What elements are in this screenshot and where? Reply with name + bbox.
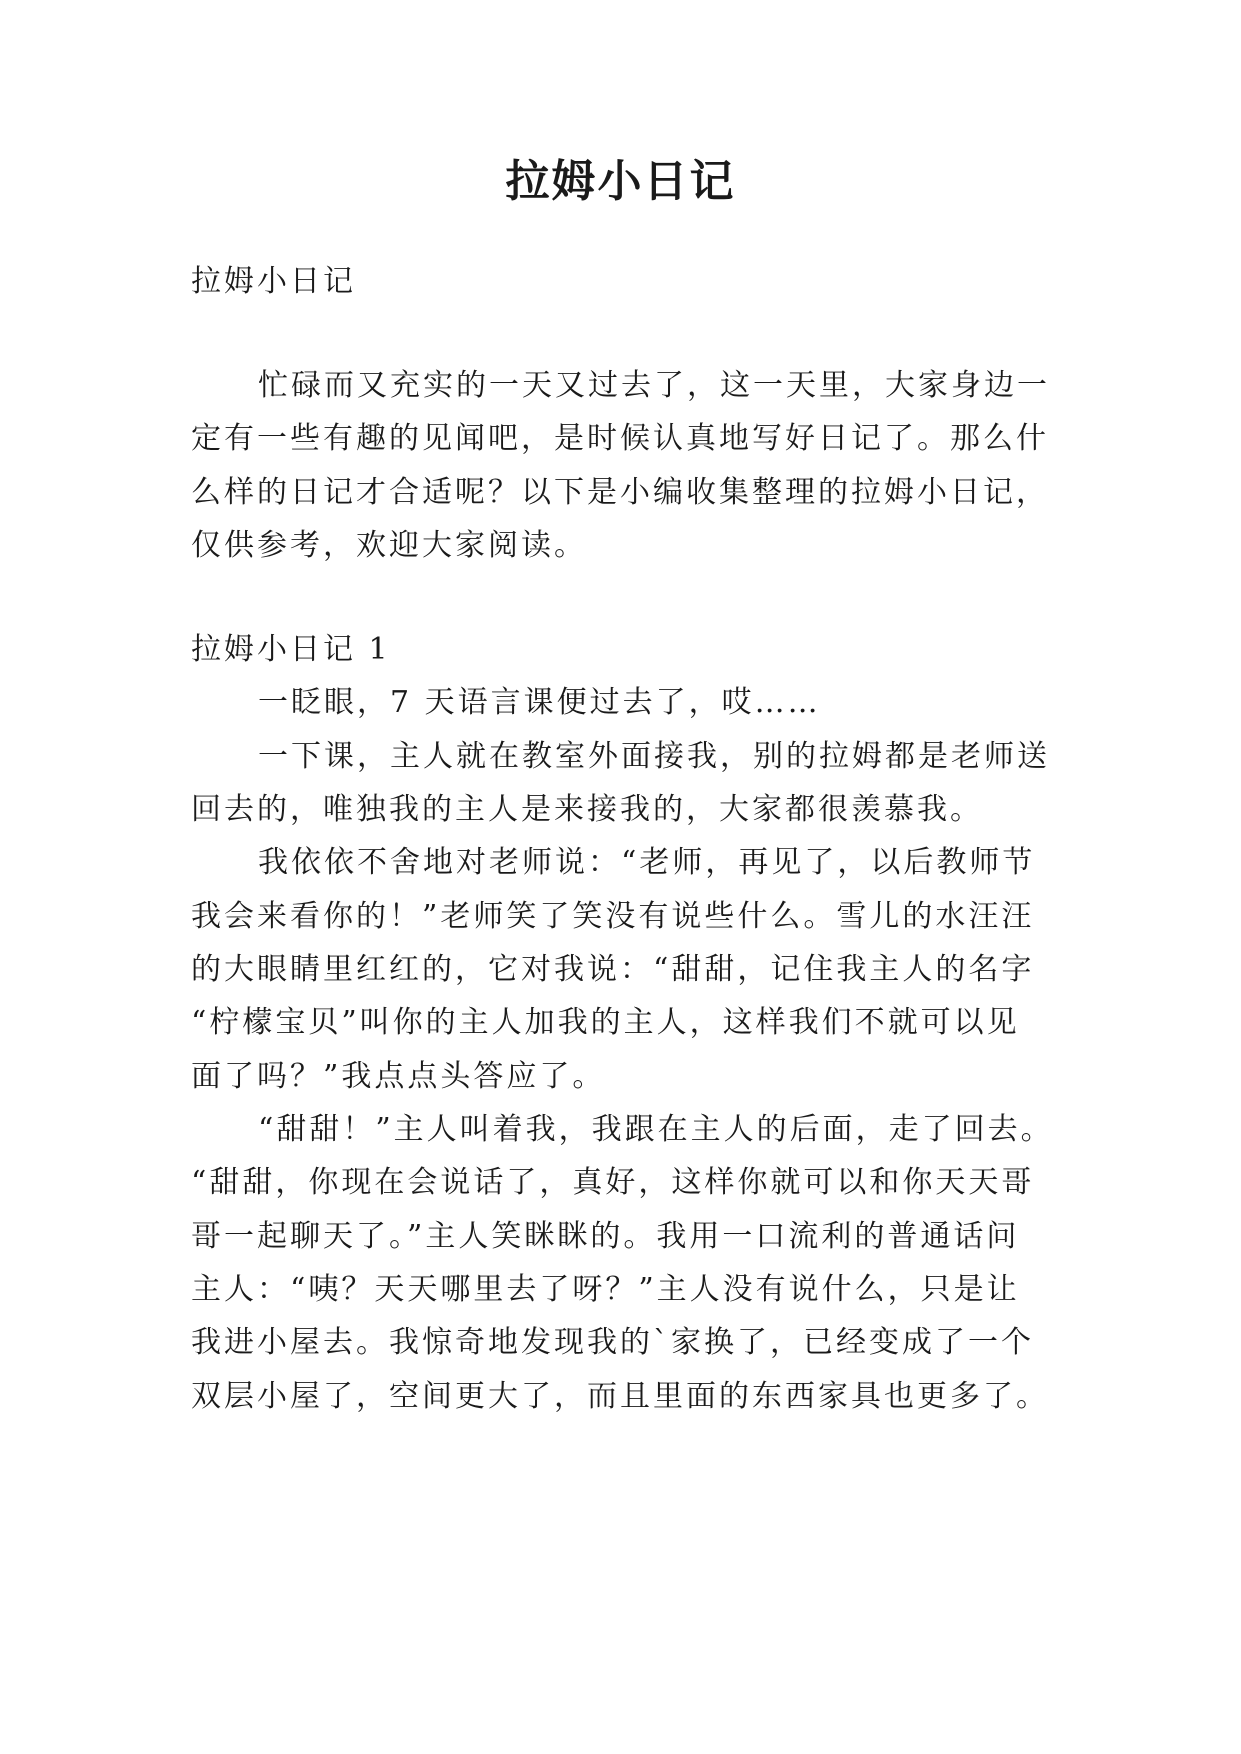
document-title: 拉姆小日记 [505,156,736,207]
body-line: 一下课，主人就在教室外面接我，别的拉姆都是老师送 [258,739,1050,774]
intro-line: 么样的日记才合适呢？以下是小编收集整理的拉姆小日记， [191,475,1049,510]
section-heading: 拉姆小日记 1 [191,632,391,667]
body-line: 回去的，唯独我的主人是来接我的，大家都很羡慕我。 [191,792,983,827]
body-line: 我会来看你的！”老师笑了笑没有说些什么。雪儿的水汪汪 [191,899,1035,934]
body-line: 哥一起聊天了。”主人笑眯眯的。我用一口流利的普通话问 [191,1219,1020,1254]
intro-line: 仅供参考，欢迎大家阅读。 [191,528,587,563]
body-line: 我依依不舍地对老师说：“老师，再见了，以后教师节 [258,845,1036,880]
document-subtitle: 拉姆小日记 [191,264,356,299]
body-line: 我进小屋去。我惊奇地发现我的`家换了，已经变成了一个 [191,1325,1034,1360]
body-line: 双层小屋了，空间更大了，而且里面的东西家具也更多了。 [191,1379,1049,1414]
intro-line: 定有一些有趣的见闻吧，是时候认真地写好日记了。那么什 [191,421,1049,456]
intro-line: 忙碌而又充实的一天又过去了，这一天里，大家身边一 [258,368,1050,403]
body-line: “柠檬宝贝”叫你的主人加我的主人，这样我们不就可以见 [191,1005,1020,1040]
body-line: 面了吗？”我点点头答应了。 [191,1059,606,1094]
body-line: “甜甜！”主人叫着我，我跟在主人的后面，走了回去。 [258,1112,1054,1147]
body-line: 一眨眼，7 天语言课便过去了，哎…… [258,685,821,720]
body-line: “甜甜，你现在会说话了，真好，这样你就可以和你天天哥 [191,1165,1035,1200]
body-line: 主人：“咦？天天哪里去了呀？”主人没有说什么，只是让 [191,1272,1020,1307]
body-line: 的大眼睛里红红的，它对我说：“甜甜，记住我主人的名字 [191,952,1035,987]
